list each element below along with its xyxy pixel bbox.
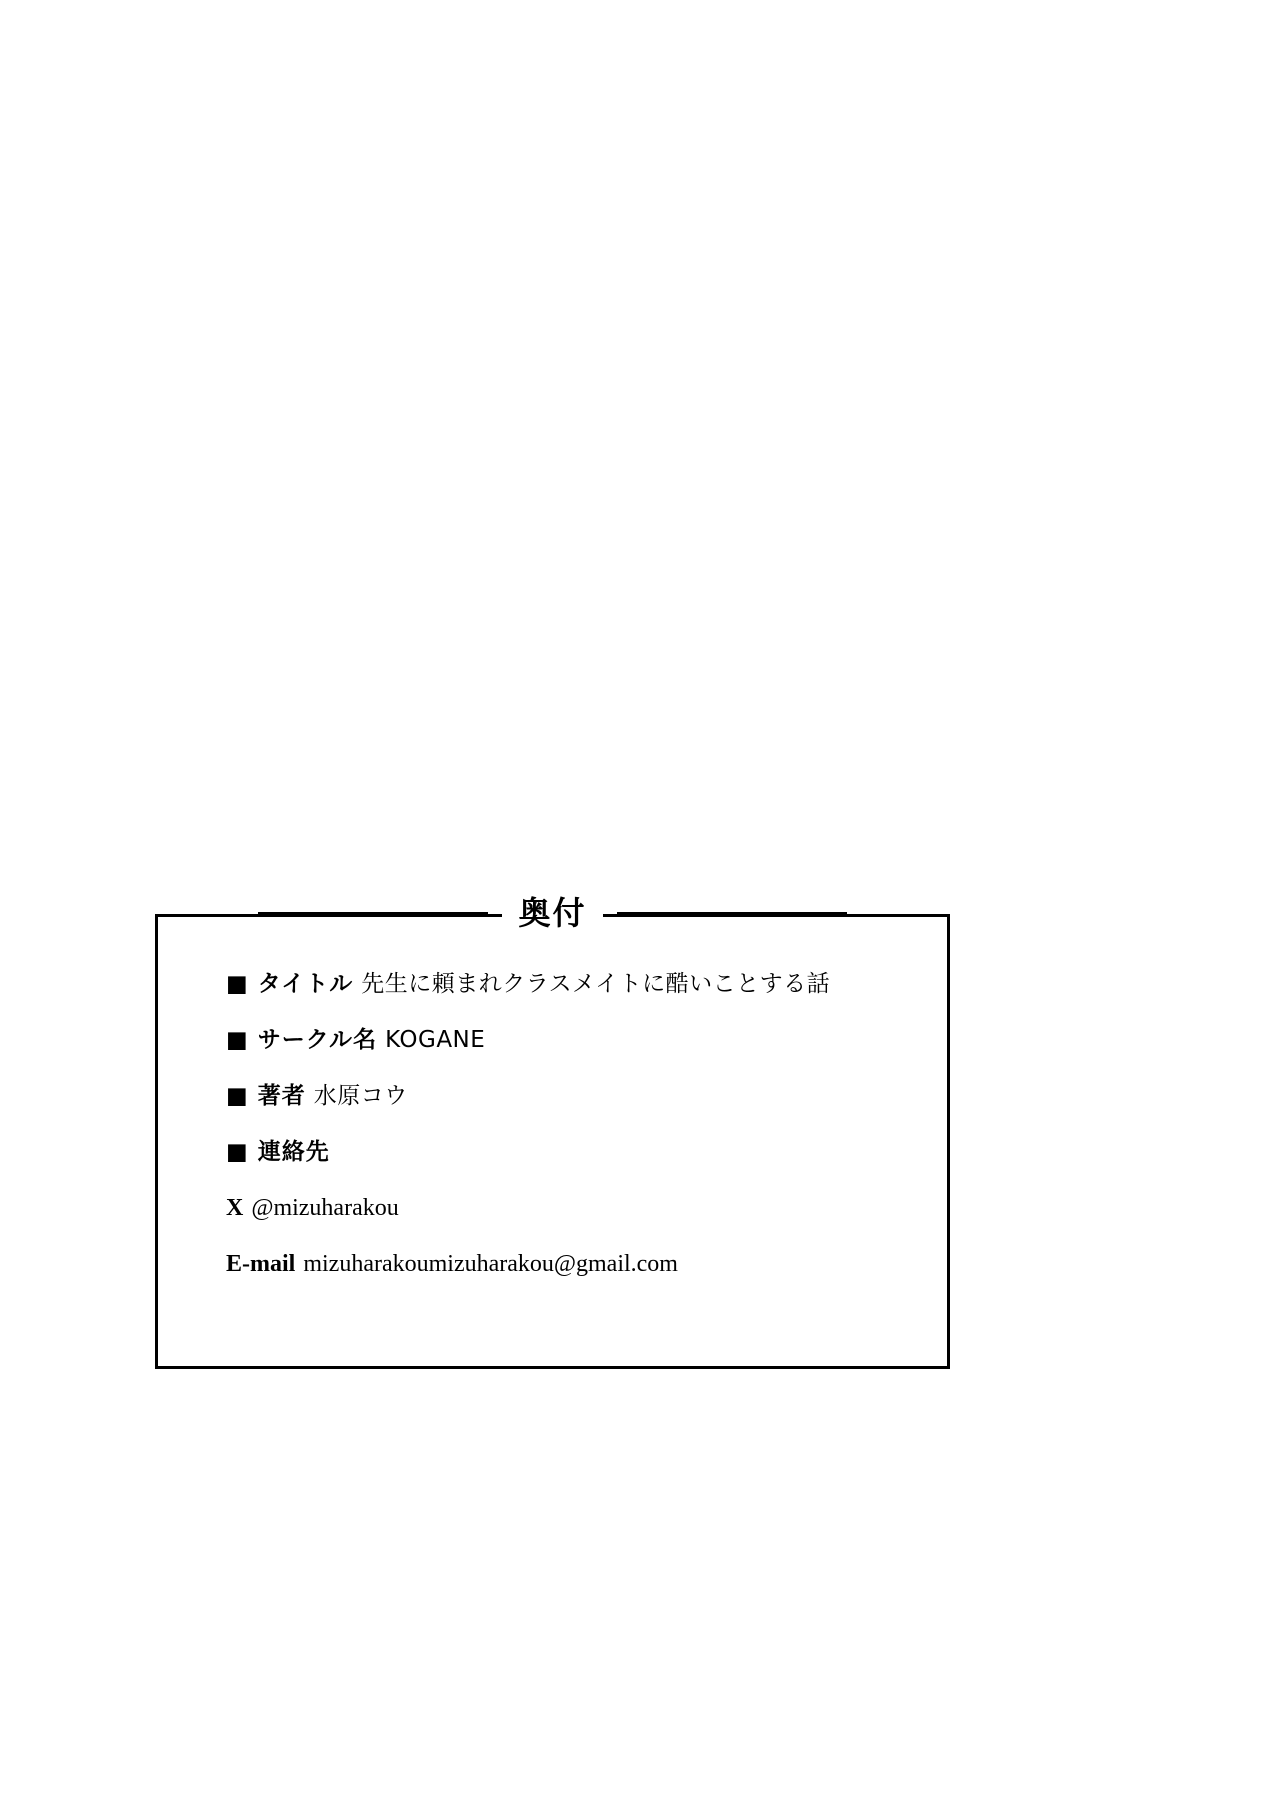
colophon-heading-label: 奥付 bbox=[502, 893, 602, 933]
contact-key-email: E-mail bbox=[226, 1251, 296, 1277]
heading-rule-right bbox=[617, 912, 847, 915]
colophon-value-circle: KOGANE bbox=[385, 1027, 486, 1053]
bullet-marker-title: ■ タイトル bbox=[226, 971, 354, 997]
colophon-value-author: 水原コウ bbox=[313, 1083, 408, 1109]
contact-row-email bbox=[226, 1249, 917, 1279]
colophon-row-title bbox=[226, 969, 917, 999]
colophon-heading bbox=[158, 891, 947, 935]
colophon-entries bbox=[226, 969, 917, 1279]
colophon-row-contact-heading bbox=[226, 1137, 917, 1167]
colophon-value-title: 先生に頼まれクラスメイトに酷いことする話 bbox=[361, 971, 831, 997]
heading-rule-left bbox=[258, 912, 488, 915]
contact-value-email[interactable]: mizuharakoumizuharakou@gmail.com bbox=[303, 1251, 678, 1277]
bullet-marker-circle: ■ サークル名 bbox=[226, 1027, 378, 1053]
contact-value-x[interactable]: @mizuharakou bbox=[251, 1195, 399, 1221]
colophon-row-circle bbox=[226, 1025, 917, 1055]
colophon-row-author bbox=[226, 1081, 917, 1111]
bullet-marker-contact: ■ 連絡先 bbox=[226, 1139, 330, 1165]
contact-key-x: X bbox=[226, 1195, 244, 1221]
contact-row-x bbox=[226, 1193, 917, 1223]
colophon-box bbox=[155, 894, 950, 1369]
bullet-marker-author: ■ 著者 bbox=[226, 1083, 306, 1109]
